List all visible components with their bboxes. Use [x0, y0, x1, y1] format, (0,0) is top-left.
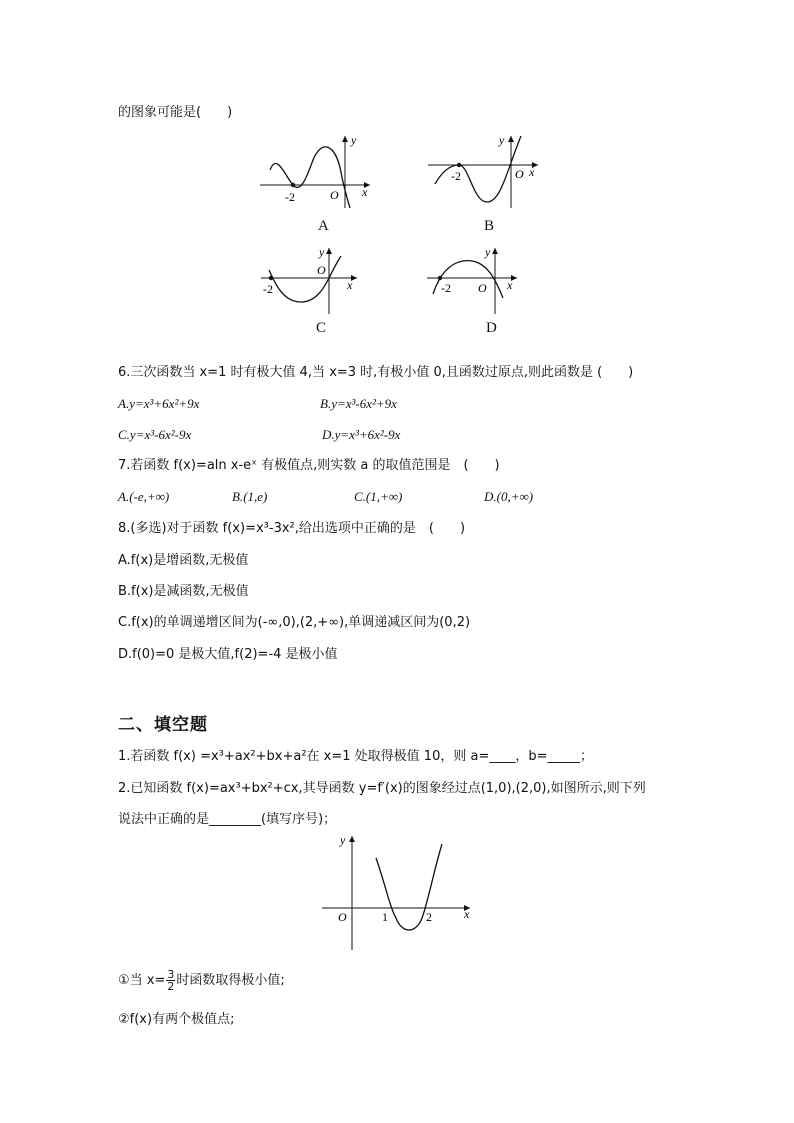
question-6-option-d: D.y=x³+6x²-9x — [322, 427, 401, 442]
graph-d-tick: -2 — [441, 281, 451, 295]
graph-b-origin: O — [515, 167, 524, 181]
question-intro: 的图象可能是( ) — [118, 105, 233, 120]
question-8-option-b: B.f(x)是减函数,无极值 — [118, 584, 249, 599]
figure-x-label: x — [464, 907, 470, 921]
statement-1-suffix: 时函数取得极小值; — [176, 973, 285, 988]
figure-origin: O — [338, 910, 347, 924]
question-7-option-c: C.(1,+∞) — [354, 489, 403, 504]
question-6-stem: 6.三次函数当 x=1 时有极大值 4,当 x=3 时,有极小值 0,且函数过原点,则此函数是 ( ) — [118, 365, 634, 380]
graph-d-origin: O — [478, 281, 487, 295]
graph-b-x-label: x — [529, 165, 535, 179]
graph-c-origin: O — [317, 263, 326, 277]
question-8-stem: 8.(多选)对于函数 f(x)=x³-3x²,给出选项中正确的是 ( ) — [118, 521, 466, 536]
graph-a — [255, 132, 375, 212]
question-8-option-c: C.f(x)的单调递增区间为(-∞,0),(2,+∞),单调递减区间为(0,2) — [118, 615, 471, 630]
graph-b-tick: -2 — [451, 169, 461, 183]
fill-question-1: 1.若函数 f(x) =x³+ax²+bx+a²在 x=1 处取得极值 10，则 a=____，b=_____； — [118, 749, 593, 764]
graph-b-label: B — [484, 218, 495, 234]
question-8-option-a: A.f(x)是增函数,无极值 — [118, 553, 249, 568]
question-7-option-b: B.(1,e) — [232, 489, 268, 504]
question-7-stem: 7.若函数 f(x)=aln x-eˣ 有极值点,则实数 a 的取值范围是 ( ) — [118, 458, 500, 473]
graph-b — [423, 132, 543, 212]
question-7-option-a: A.(-e,+∞) — [118, 489, 170, 504]
question-6-option-b: B.y=x³-6x²+9x — [320, 396, 397, 411]
fraction-denominator: 2 — [167, 980, 175, 993]
statement-1 — [118, 968, 285, 994]
derivative-figure — [318, 830, 478, 952]
graph-d-label: D — [486, 320, 497, 336]
fraction-three-halves — [166, 969, 175, 992]
graph-d-y-label: y — [485, 245, 491, 259]
graph-c — [257, 244, 367, 316]
graph-a-label: A — [318, 218, 329, 234]
statement-2: ②f(x)有两个极值点; — [118, 1012, 235, 1027]
graph-c-label: C — [316, 320, 327, 336]
graph-c-y-label: y — [319, 245, 325, 259]
graph-a-origin: O — [330, 188, 339, 202]
graph-a-x-label: x — [362, 185, 368, 199]
figure-tick-2: 2 — [426, 910, 432, 924]
fill-question-2-line-1: 2.已知函数 f(x)=ax³+bx²+cx,其导函数 y=f′(x)的图象经过点(1,0),(2,0),如图所示,则下列 — [118, 781, 646, 796]
question-6-option-c: C.y=x³-6x²-9x — [118, 427, 192, 442]
graph-d-x-label: x — [507, 278, 513, 292]
statement-1-prefix: ①当 x= — [118, 973, 166, 988]
question-7-option-d: D.(0,+∞) — [484, 489, 534, 504]
question-6-option-a: A.y=x³+6x²+9x — [118, 396, 200, 411]
section-heading: 二、填空题 — [118, 715, 208, 735]
figure-y-label: y — [340, 833, 346, 847]
graph-b-y-label: y — [499, 133, 505, 147]
fill-question-2-line-2: 说法中正确的是________(填写序号)； — [118, 812, 337, 827]
graph-c-tick: -2 — [263, 282, 273, 296]
question-8-option-d: D.f(0)=0 是极大值,f(2)=-4 是极小值 — [118, 647, 338, 662]
graph-c-x-label: x — [347, 278, 353, 292]
graph-a-tick: -2 — [285, 190, 295, 204]
figure-tick-1: 1 — [382, 910, 388, 924]
fraction-numerator: 3 — [167, 968, 175, 981]
graph-a-y-label: y — [351, 133, 357, 147]
graph-d — [423, 244, 533, 316]
